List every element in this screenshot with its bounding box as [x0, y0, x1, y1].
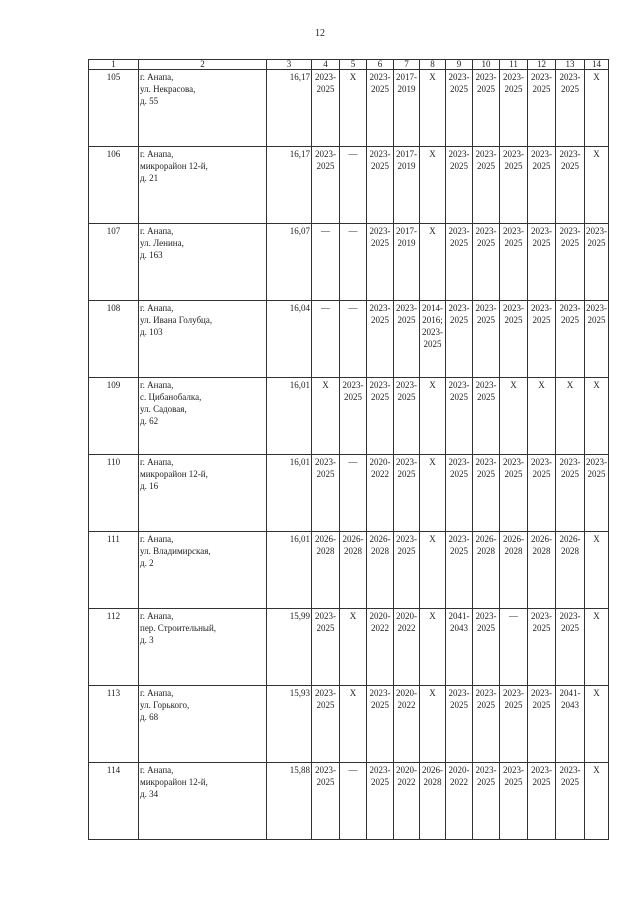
period-cell: X — [420, 532, 446, 609]
value-cell: 16,07 — [267, 224, 312, 301]
period-cell: 2023- 2025 — [367, 224, 394, 301]
address-cell: г. Анапа, с. Цибанобалка, ул. Садовая, д. 62 — [139, 378, 267, 455]
period-cell: 2023- 2025 — [394, 532, 420, 609]
table-row — [89, 455, 609, 532]
period-cell: 2026- 2028 — [340, 532, 367, 609]
period-cell: 2023- 2025 — [367, 378, 394, 455]
value-cell: 16,17 — [267, 147, 312, 224]
period-cell: X — [340, 609, 367, 686]
table-row — [89, 224, 609, 301]
period-cell: X — [420, 224, 446, 301]
period-cell: 2023- 2025 — [312, 686, 340, 763]
period-cell: 2023- 2025 — [446, 532, 473, 609]
period-cell: 2023- 2025 — [446, 686, 473, 763]
period-cell: — — [312, 301, 340, 378]
period-cell: 2023- 2025 — [585, 455, 609, 532]
table-row — [89, 147, 609, 224]
period-cell: 2023- 2025 — [473, 70, 500, 147]
address-cell: г. Анапа, ул. Ивана Голубца, д. 103 — [139, 301, 267, 378]
address-cell: г. Анапа, пер. Строительный, д. 3 — [139, 609, 267, 686]
period-cell: 2023- 2025 — [528, 763, 556, 840]
period-cell: 2023- 2025 — [528, 147, 556, 224]
column-header-9: 9 — [446, 60, 473, 70]
period-cell: X — [500, 378, 528, 455]
period-cell: X — [312, 378, 340, 455]
table-body — [89, 70, 609, 840]
period-cell: 2023- 2025 — [367, 147, 394, 224]
value-cell: 16,01 — [267, 532, 312, 609]
period-cell: 2023- 2025 — [556, 147, 585, 224]
address-cell: г. Анапа, микрорайон 12-й, д. 21 — [139, 147, 267, 224]
period-cell: 2026- 2028 — [367, 532, 394, 609]
period-cell: 2023- 2025 — [473, 686, 500, 763]
period-cell: 2023- 2025 — [446, 455, 473, 532]
period-cell: 2023- 2025 — [446, 378, 473, 455]
period-cell: 2023- 2025 — [556, 70, 585, 147]
row-number: 106 — [89, 147, 139, 224]
period-cell: 2023- 2025 — [528, 70, 556, 147]
period-cell: X — [420, 686, 446, 763]
period-cell: — — [340, 301, 367, 378]
row-number: 114 — [89, 763, 139, 840]
period-cell: 2041- 2043 — [446, 609, 473, 686]
period-cell: 2023- 2025 — [500, 763, 528, 840]
value-cell: 16,17 — [267, 70, 312, 147]
column-header-5: 5 — [340, 60, 367, 70]
period-cell: 2023- 2025 — [585, 224, 609, 301]
period-cell: 2023- 2025 — [367, 763, 394, 840]
period-cell: 2023- 2025 — [473, 147, 500, 224]
period-cell: 2023- 2025 — [500, 147, 528, 224]
value-cell: 15,88 — [267, 763, 312, 840]
period-cell: 2023- 2025 — [312, 455, 340, 532]
column-header-8: 8 — [420, 60, 446, 70]
address-cell: г. Анапа, микрорайон 12-й, д. 34 — [139, 763, 267, 840]
period-cell: 2020- 2022 — [367, 609, 394, 686]
row-number: 111 — [89, 532, 139, 609]
data-table — [88, 59, 609, 840]
period-cell: X — [420, 70, 446, 147]
period-cell: 2023- 2025 — [394, 455, 420, 532]
page-number: 12 — [315, 28, 325, 39]
table-row — [89, 301, 609, 378]
period-cell: X — [420, 147, 446, 224]
period-cell: 2020- 2022 — [394, 763, 420, 840]
period-cell: X — [528, 378, 556, 455]
period-cell: 2026- 2028 — [500, 532, 528, 609]
value-cell: 16,04 — [267, 301, 312, 378]
row-number: 110 — [89, 455, 139, 532]
row-number: 107 — [89, 224, 139, 301]
column-header-11: 11 — [500, 60, 528, 70]
period-cell: 2026- 2028 — [556, 532, 585, 609]
column-header-1: 1 — [89, 60, 139, 70]
period-cell: 2023- 2025 — [473, 609, 500, 686]
table-header — [89, 60, 609, 70]
value-cell: 15,99 — [267, 609, 312, 686]
period-cell: — — [500, 609, 528, 686]
period-cell: — — [340, 455, 367, 532]
period-cell: X — [420, 378, 446, 455]
column-header-14: 14 — [585, 60, 609, 70]
period-cell: X — [420, 609, 446, 686]
row-number: 112 — [89, 609, 139, 686]
period-cell: 2023- 2025 — [500, 224, 528, 301]
period-cell: X — [585, 609, 609, 686]
column-header-3: 3 — [267, 60, 312, 70]
period-cell: 2026- 2028 — [528, 532, 556, 609]
period-cell: — — [312, 224, 340, 301]
period-cell: 2023- 2025 — [556, 609, 585, 686]
period-cell: 2041- 2043 — [556, 686, 585, 763]
period-cell: 2023- 2025 — [473, 224, 500, 301]
address-cell: г. Анапа, микрорайон 12-й, д. 16 — [139, 455, 267, 532]
period-cell: 2023- 2025 — [500, 301, 528, 378]
period-cell: 2023- 2025 — [446, 70, 473, 147]
header-row — [89, 60, 609, 70]
period-cell: 2023- 2025 — [556, 224, 585, 301]
period-cell: X — [420, 455, 446, 532]
period-cell: 2023- 2025 — [367, 301, 394, 378]
address-cell: г. Анапа, ул. Горького, д. 68 — [139, 686, 267, 763]
period-cell: 2017- 2019 — [394, 147, 420, 224]
period-cell: 2026- 2028 — [312, 532, 340, 609]
period-cell: X — [585, 378, 609, 455]
row-number: 105 — [89, 70, 139, 147]
period-cell: 2026- 2028 — [473, 532, 500, 609]
period-cell: 2023- 2025 — [528, 455, 556, 532]
address-cell: г. Анапа, ул. Некрасова, д. 55 — [139, 70, 267, 147]
period-cell: X — [585, 147, 609, 224]
period-cell: X — [585, 532, 609, 609]
table-row — [89, 70, 609, 147]
period-cell: — — [340, 763, 367, 840]
period-cell: 2023- 2025 — [473, 455, 500, 532]
row-number: 108 — [89, 301, 139, 378]
table-row — [89, 532, 609, 609]
table-row — [89, 609, 609, 686]
period-cell: X — [340, 686, 367, 763]
period-cell: 2023- 2025 — [500, 70, 528, 147]
address-cell: г. Анапа, ул. Владимирская, д. 2 — [139, 532, 267, 609]
period-cell: X — [556, 378, 585, 455]
period-cell: 2014- 2016; 2023- 2025 — [420, 301, 446, 378]
column-header-2: 2 — [139, 60, 267, 70]
column-header-12: 12 — [528, 60, 556, 70]
period-cell: 2023- 2025 — [556, 455, 585, 532]
table-row — [89, 763, 609, 840]
value-cell: 15,93 — [267, 686, 312, 763]
period-cell: 2023- 2025 — [556, 763, 585, 840]
period-cell: 2023- 2025 — [340, 378, 367, 455]
period-cell: 2020- 2022 — [367, 455, 394, 532]
table-row — [89, 686, 609, 763]
period-cell: 2023- 2025 — [446, 147, 473, 224]
period-cell: 2023- 2025 — [500, 455, 528, 532]
period-cell: 2023- 2025 — [367, 70, 394, 147]
period-cell: 2026- 2028 — [420, 763, 446, 840]
period-cell: X — [585, 686, 609, 763]
period-cell: — — [340, 147, 367, 224]
period-cell: 2020- 2022 — [394, 686, 420, 763]
period-cell: 2023- 2025 — [473, 301, 500, 378]
period-cell: 2023- 2025 — [446, 301, 473, 378]
address-cell: г. Анапа, ул. Ленина, д. 163 — [139, 224, 267, 301]
table-row — [89, 378, 609, 455]
period-cell: 2023- 2025 — [394, 378, 420, 455]
period-cell: 2023- 2025 — [528, 224, 556, 301]
period-cell: X — [585, 70, 609, 147]
period-cell: 2023- 2025 — [556, 301, 585, 378]
period-cell: 2023- 2025 — [500, 686, 528, 763]
period-cell: 2023- 2025 — [528, 609, 556, 686]
value-cell: 16,01 — [267, 455, 312, 532]
row-number: 113 — [89, 686, 139, 763]
value-cell: 16,01 — [267, 378, 312, 455]
period-cell: — — [340, 224, 367, 301]
period-cell: 2023- 2025 — [312, 763, 340, 840]
column-header-13: 13 — [556, 60, 585, 70]
column-header-10: 10 — [473, 60, 500, 70]
period-cell: X — [340, 70, 367, 147]
period-cell: 2020- 2022 — [394, 609, 420, 686]
period-cell: 2023- 2025 — [473, 763, 500, 840]
period-cell: 2023- 2025 — [585, 301, 609, 378]
column-header-7: 7 — [394, 60, 420, 70]
period-cell: 2023- 2025 — [528, 686, 556, 763]
period-cell: 2023- 2025 — [473, 378, 500, 455]
period-cell: 2023- 2025 — [528, 301, 556, 378]
period-cell: 2023- 2025 — [367, 686, 394, 763]
column-header-6: 6 — [367, 60, 394, 70]
period-cell: 2023- 2025 — [394, 301, 420, 378]
period-cell: 2023- 2025 — [312, 609, 340, 686]
period-cell: 2020- 2022 — [446, 763, 473, 840]
column-header-4: 4 — [312, 60, 340, 70]
period-cell: 2023- 2025 — [446, 224, 473, 301]
row-number: 109 — [89, 378, 139, 455]
period-cell: X — [585, 763, 609, 840]
period-cell: 2023- 2025 — [312, 70, 340, 147]
period-cell: 2017- 2019 — [394, 224, 420, 301]
period-cell: 2023- 2025 — [312, 147, 340, 224]
period-cell: 2017- 2019 — [394, 70, 420, 147]
